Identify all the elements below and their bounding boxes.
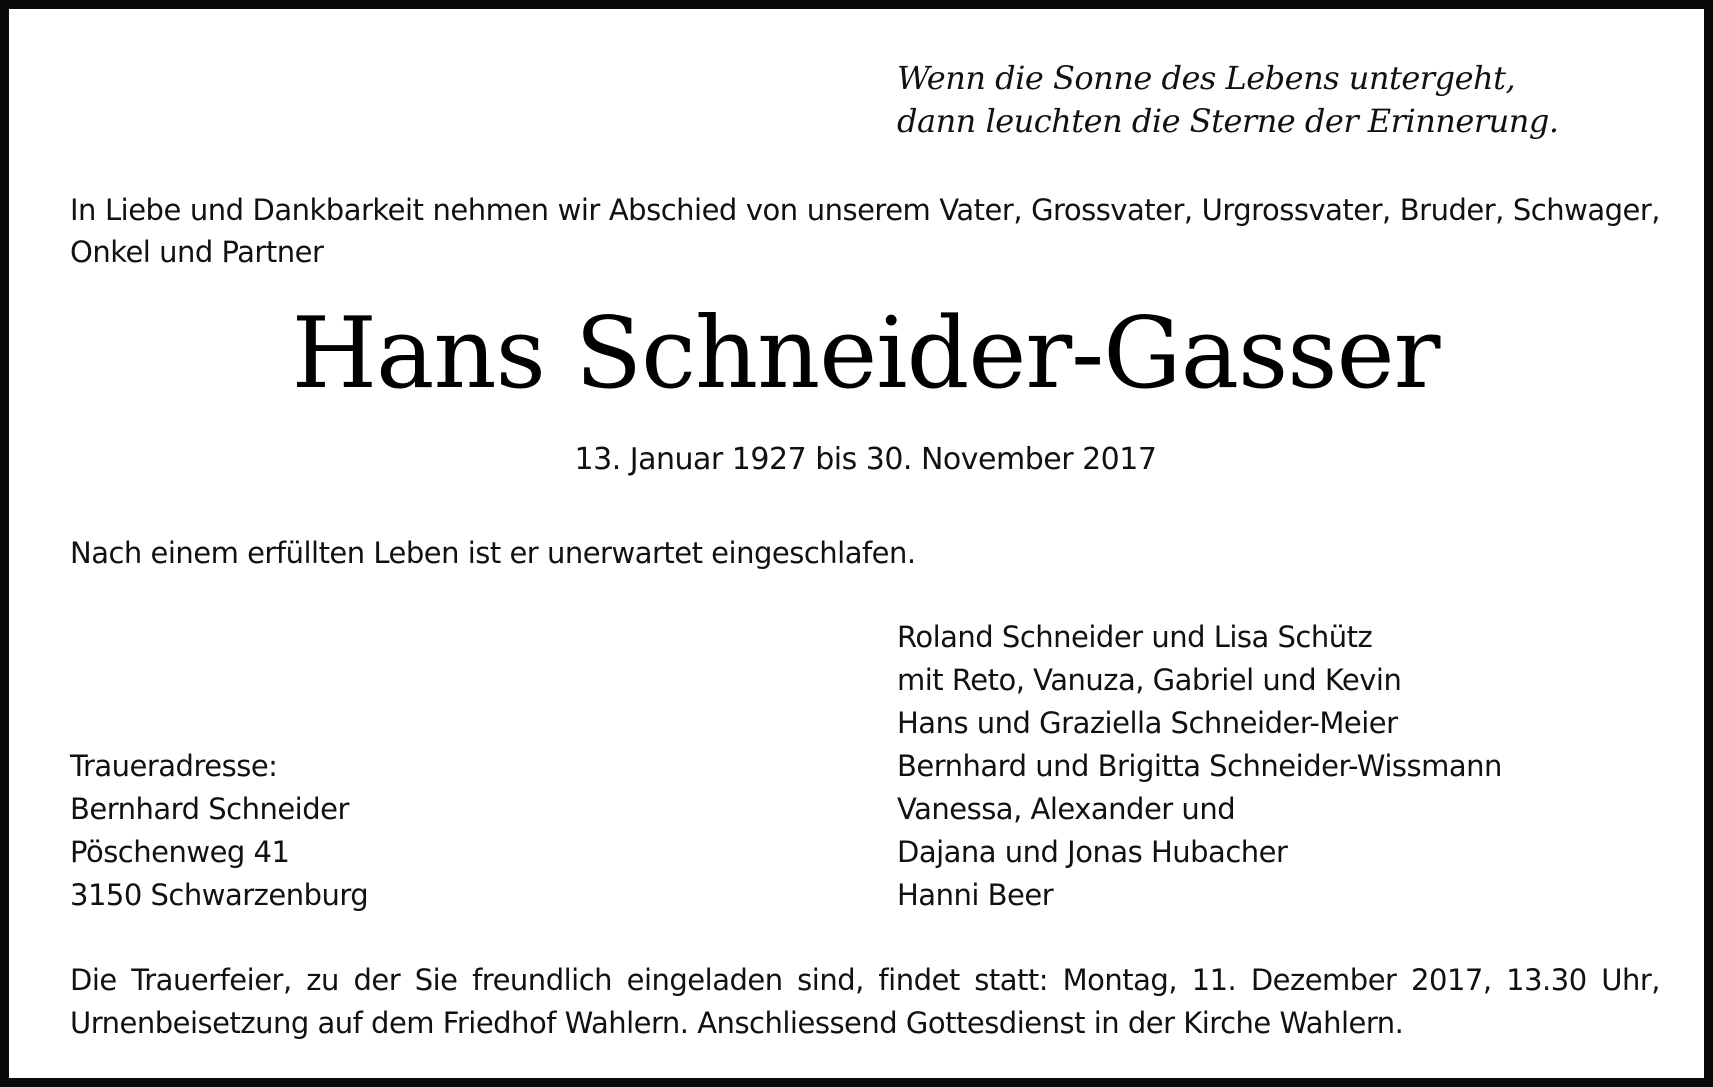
mourner-line: Hans und Graziella Schneider-Meier xyxy=(897,706,1398,740)
mourner-line: mit Reto, Vanuza, Gabriel und Kevin xyxy=(897,663,1402,697)
mourners-list xyxy=(897,616,1502,917)
quote-line-1: Wenn die Sonne des Lebens untergeht, xyxy=(897,59,1516,97)
intro-text: In Liebe und Dankbarkeit nehmen wir Abschied von unserem Vater, Grossvater, Urgrossvater, Bruder, Schwager, Onkel und Partner xyxy=(70,193,1660,269)
mourner-line: Roland Schneider und Lisa Schütz xyxy=(897,620,1373,654)
address-label: Traueradresse: xyxy=(70,749,278,783)
quote-line-2: dann leuchten die Sterne der Erinnerung. xyxy=(897,102,1559,140)
ceremony-info: Die Trauerfeier, zu der Sie freundlich eingeladen sind, findet statt: Montag, 11. Dezember 2017, 13.30 Uhr, Urnenbeisetzung auf dem Friedhof Wahlern. Anschliessend Gottesdienst in der Kirche Wahlern. xyxy=(70,963,1660,1040)
mourning-address xyxy=(70,745,368,917)
farewell-sentence: Nach einem erfüllten Leben ist er unerwartet eingeschlafen. xyxy=(70,536,916,570)
address-name: Bernhard Schneider xyxy=(70,792,349,826)
memorial-quote xyxy=(897,57,1559,143)
address-street: Pöschenweg 41 xyxy=(70,835,290,869)
mourner-line: Vanessa, Alexander und xyxy=(897,792,1236,826)
deceased-name: Hans Schneider-Gasser xyxy=(291,297,1440,411)
address-city: 3150 Schwarzenburg xyxy=(70,878,369,912)
mourner-line: Dajana und Jonas Hubacher xyxy=(897,835,1288,869)
life-dates: 13. Januar 1927 bis 30. November 2017 xyxy=(574,442,1157,477)
mourner-line: Hanni Beer xyxy=(897,878,1054,912)
mourner-line: Bernhard und Brigitta Schneider-Wissmann xyxy=(897,749,1502,783)
